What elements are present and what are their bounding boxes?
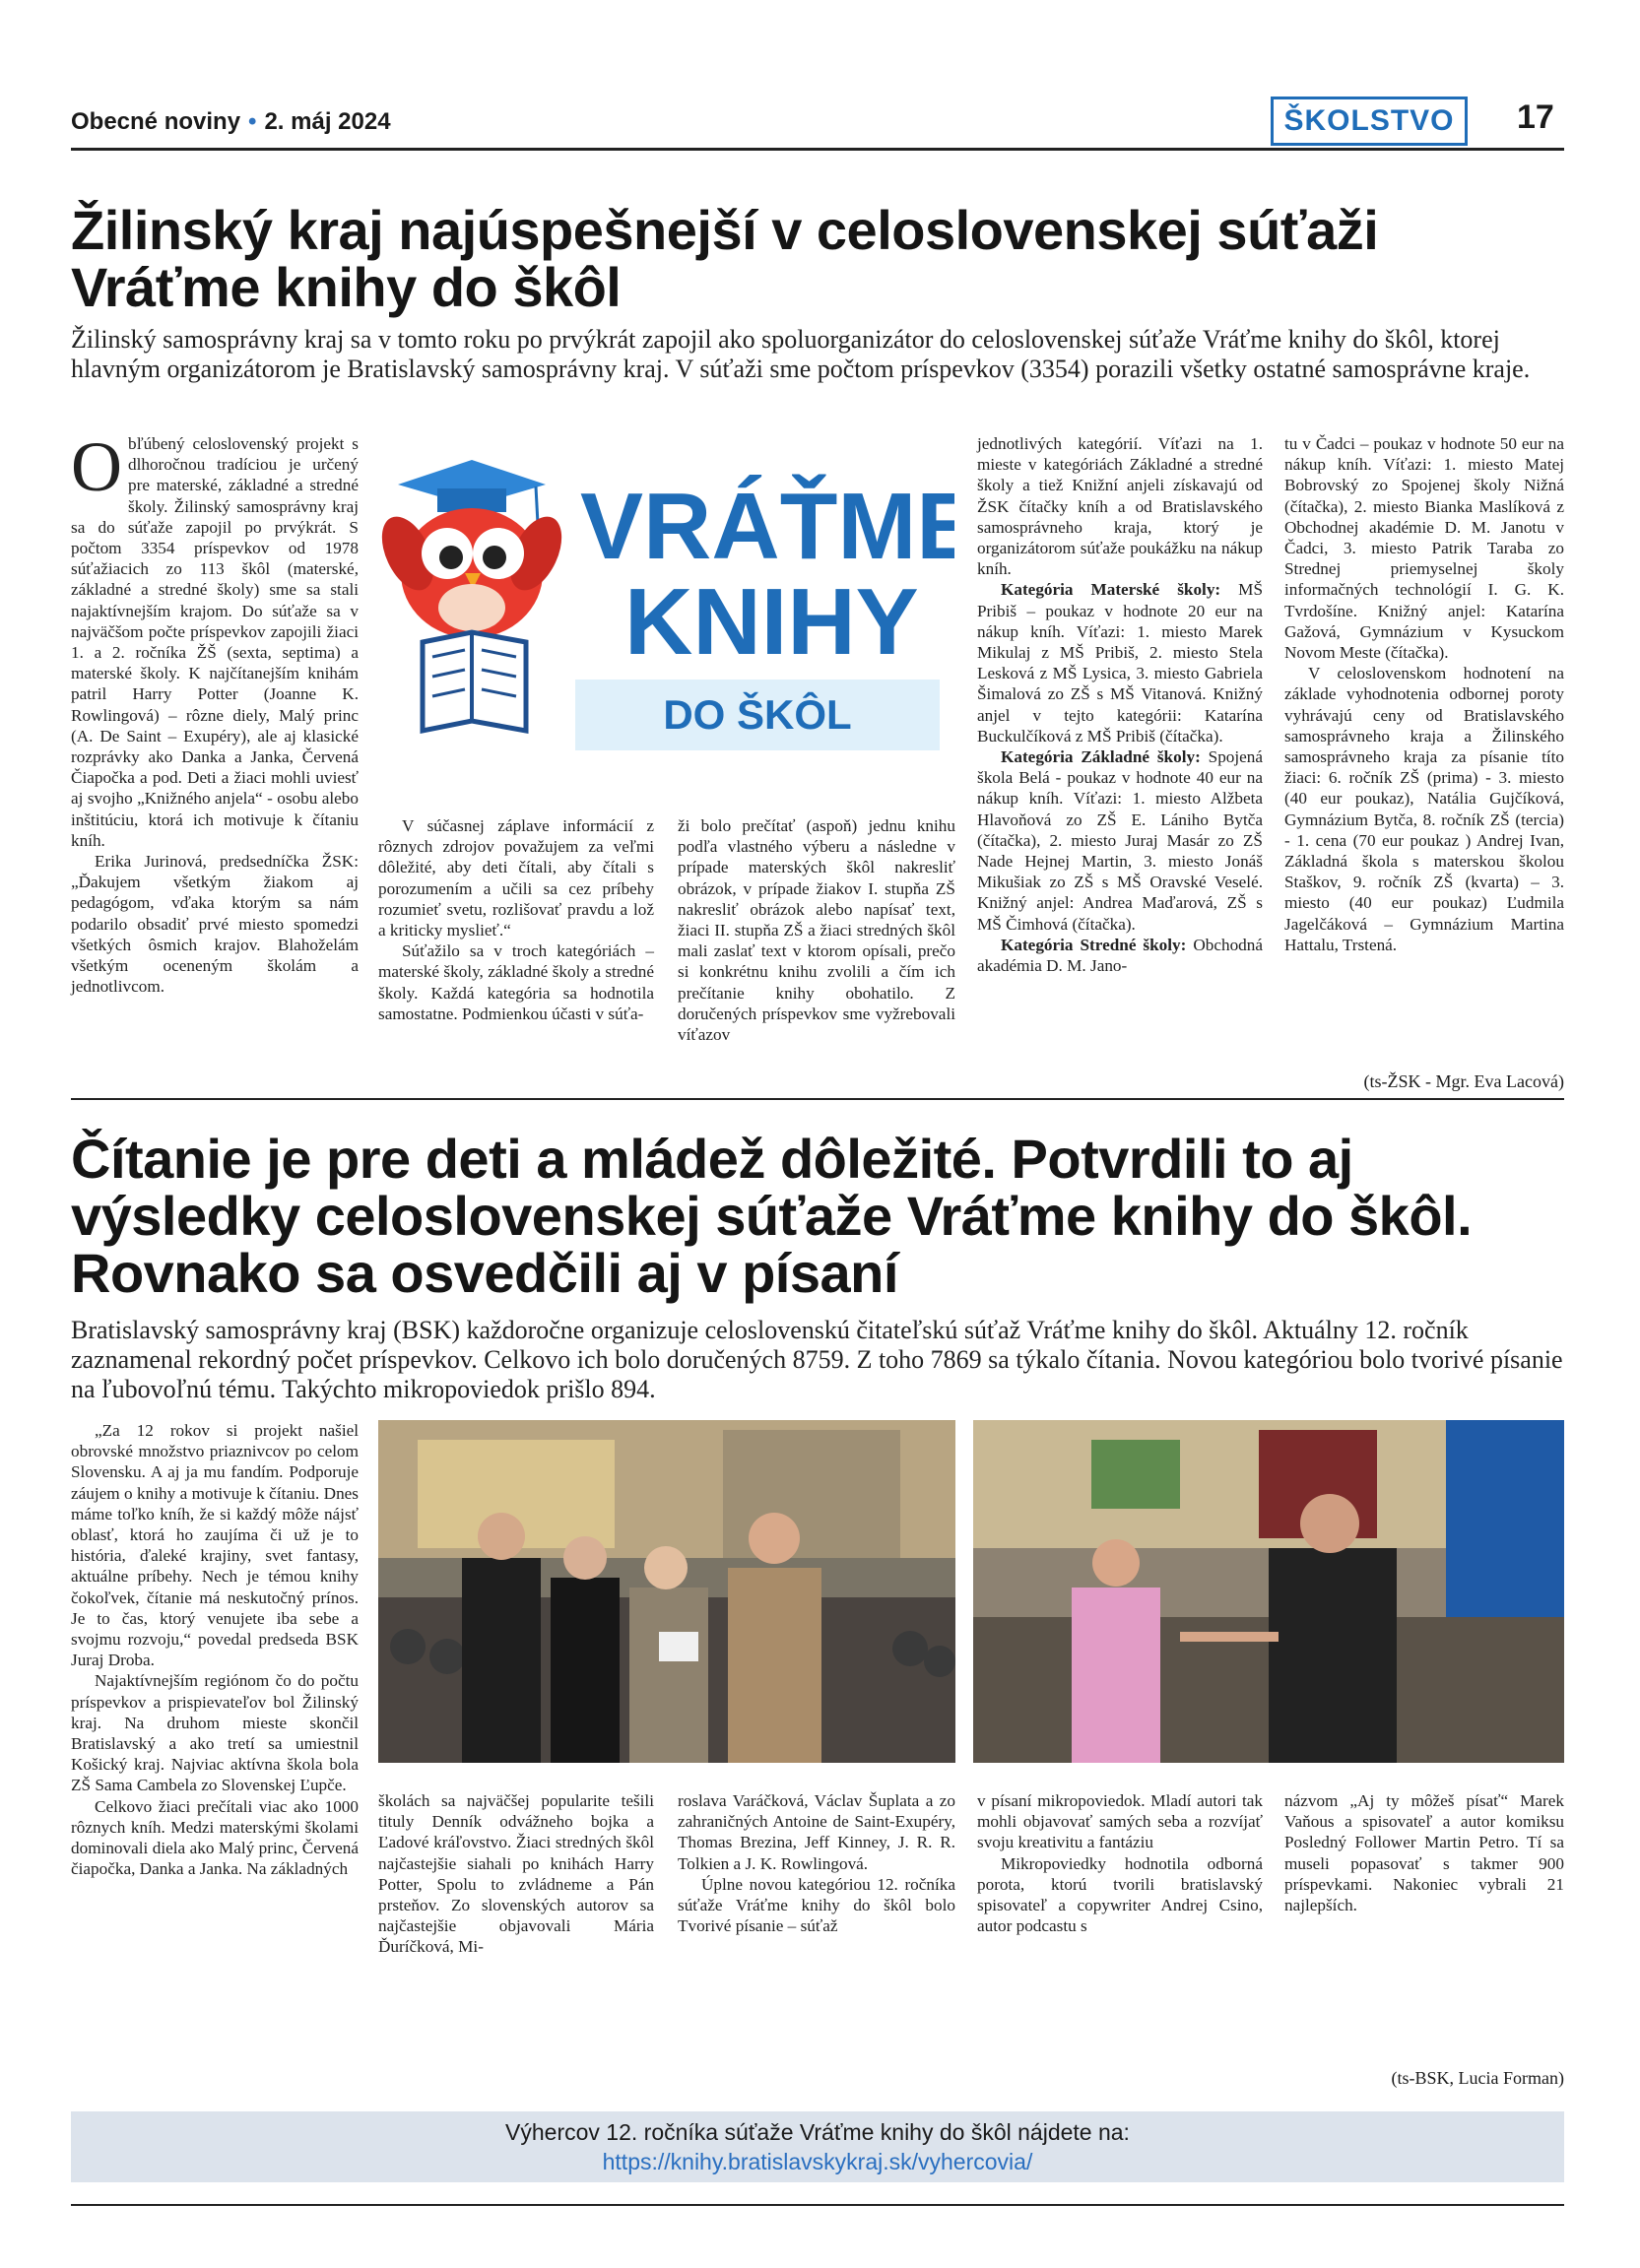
award-ceremony-photo-group (378, 1420, 955, 1763)
article2-column-5 (1284, 1790, 1564, 1915)
drop-cap: O (71, 427, 122, 506)
article1-col4-para3 (977, 746, 1263, 935)
owl-with-book-icon (378, 445, 954, 785)
article2-col4-para1: v písaní mikropoviedok. Mladí autori tak mohli objavovať samých seba a rozvíjať svoju kreativitu a fantáziu (977, 1791, 1263, 1852)
article2-col1-para2: Najaktívnejším regiónom čo do počtu príspevkov a prispievateľov bol Žilinský kraj. Na druhom mieste skončil Bratislavský a ako tretí sa umiestnil Košický kraj. Najviac aktívna škola bola ZŠ Sama Cambela zo Slovenskej Ľupče. (71, 1671, 359, 1795)
page-number: 17 (1517, 98, 1554, 136)
article2-col4-para2: Mikropoviedky hodnotila odborná porota, ktorú tvorili bratislavský spisovateľ a copywriter Andrej Csino, autor podcastu s (977, 1853, 1263, 1936)
article1-col2-para2: Súťažilo sa v troch kategóriách – materské školy, základné školy a stredné školy. Každá kategória sa hodnotila samostatne. Podmienkou účasti v súťa- (378, 941, 654, 1023)
footer-rule (71, 2204, 1564, 2206)
article1-col3-para1: ži bolo prečítať (aspoň) jednu knihu podľa vlastného výberu a následne v prípade materských škôl nakresliť obrázok, v prípade žiakov I. stupňa ZŠ nakresliť obrázok alebo napísať text, žiaci II. stupňa ZŠ a žiaci stredných škôl mali zaslať text v ktorom opísali, prečo si konkrétnu knihu zvolili a čím ich prečítanie knihy obohatilo. Z doručených príspevkov sme vyžrebovali víťazov (678, 816, 955, 1045)
article2-column-4 (977, 1790, 1263, 1936)
article2-col5-para1: názvom „Aj ty môžeš písať“ Marek Vaňous a spisovateľ a autor komiksu Posledný Follower Martin Petro. Tí sa museli popasovať s takmer 900 príspevkami. Nakoniec vybrali 21 najlepších. (1284, 1791, 1564, 1915)
article1-column-1 (71, 427, 359, 997)
article1-headline-line1: Žilinský kraj najúspešnejší v celoslovenskej súťaži (71, 199, 1379, 261)
header-rule (71, 148, 1564, 151)
article2-column-3 (678, 1790, 955, 1936)
award-ceremony-photo-handshake (973, 1420, 1564, 1763)
article1-col4-para4 (977, 935, 1263, 976)
category-label-ss: Kategória Stredné školy: (1001, 935, 1187, 954)
article1-headline (71, 199, 1564, 318)
article1-col4-para1: jednotlivých kategórií. Víťazi na 1. mieste v kategóriách Základné a stredné školy a tiež Knižní anjeli získavajú od ŽSK čítačky kníh a od Bratislavského samosprávneho kraja, ktorý je organizátorom súťaže poukážku na nákup kníh. (977, 434, 1263, 579)
winners-info-text: Výhercov 12. ročníka súťaže Vráťme knihy do škôl nájdete na: (505, 2119, 1130, 2145)
category-label-ms: Kategória Materské školy: (1001, 580, 1221, 600)
article1-col5-para2: V celoslovenskom hodnotení na základe vyhodnotenia odbornej poroty vyhrávajú ceny od Bratislavského samosprávneho kraja a Žilinského samosprávneho kraja za písanie títo žiaci: 6. ročník ZŠ (prima) - 3. miesto (40 eur poukaz), Natália Gujčíková, Gymnázium Bytča, 8. ročník ZŠ (tercia) - 1. cena (70 eur poukaz ) Andrej Ivan, Základná škola s materskou školou Staškov, 9. ročník ZŠ (kvarta) – 3. miesto (40 eur poukaz) Ľudmila Jagelčáková – Gymnázium Martina Hattalu, Trstená. (1284, 664, 1564, 954)
logo-line1: VRÁŤME (580, 474, 954, 579)
article1-lead: Žilinský samosprávny kraj sa v tomto roku po prvýkrát zapojil ako spoluorganizátor do celoslovenskej súťaže Vráťme knihy do škôl, ktorej hlavným organizátorom je Bratislavský samosprávny kraj. V súťaži sme počtom príspevkov (3354) porazili všetky ostatné samosprávne kraje. (71, 325, 1531, 383)
article1-col1-para1-text: bľúbený celoslovenský projekt s dlhoročnou tradíciou je určený pre materské, základné a stredné školy. Žilinský samosprávny kraj sa do súťaže zapojil po prvýkrát. S počtom 3354 príspevkov od 1978 súťažiacich zo 113 škôl (materské, základné a stredné školy) sme sa stali najaktívnejším krajom. Do súťaže sa v najväčšom počte príspevkov zapojili žiaci 1. a 2. ročníka ŽŠ (sexta, septima) a materské školy. K najčítanejším knihám patril Harry Potter (Joanne K. Rowlingová) – rôzne diely, Malý princ (A. De Saint – Exupéry), ale aj klasické rozprávky ako Danka a Janka, Červená Čiapočka a pod. Deti a žiaci mohli uviesť aj svojho „Knižného anjela“ - osobu alebo inštitúciu, ktorá ich motivuje k čítaniu kníh. (71, 434, 359, 850)
article1-headline-line2: Vráťme knihy do škôl (71, 256, 622, 318)
logo-badge: DO ŠKÔL (663, 691, 852, 738)
vratme-knihy-logo (378, 445, 954, 785)
issue-date: 2. máj 2024 (264, 108, 391, 135)
article1-column-2 (378, 815, 654, 1024)
article1-col1-para1 (71, 427, 359, 851)
article1-col5-para1: tu v Čadci – poukaz v hodnote 50 eur na nákup kníh. Víťazi: 1. miesto Matej Bobrovský zo Spojenej školy Nižná (čítačka), 2. miesto Bianka Maslíková z Obchodnej akadémie D. M. Janotu v Čadci, 3. miesto Patrik Taraba zo Strednej priemyselnej školy informačných technológií I. G. K. Tvrdošíne. Knižný anjel: Katarína Gažová, Gymnázium v Kysuckom Novom Meste (čítačka). (1284, 434, 1564, 663)
article1-col4-para2 (977, 579, 1263, 746)
article-divider (71, 1098, 1564, 1100)
article1-column-4 (977, 433, 1263, 976)
article2-credit: (ts-BSK, Lucia Forman) (1391, 2068, 1564, 2088)
publication-name: Obecné noviny (71, 108, 241, 135)
article2-lead: Bratislavský samosprávny kraj (BSK) každoročne organizuje celoslovenskú čitateľskú súťaž Vráťme knihy do škôl. Aktuálny 12. ročník zaznamenal rekordný počet príspevkov. Celkovo ich bolo doručených 8759. Z toho 7869 sa týkalo čítania. Novou kategóriou bolo tvorivé písanie na ľubovoľnú tému. Takýchto mikropoviedok prišlo 894. (71, 1316, 1563, 1403)
article2-headline-line2: výsledky celoslovenskej súťaže Vráťme knihy do škôl. (71, 1185, 1473, 1247)
logo-line2: KNIHY (624, 569, 919, 675)
article2-headline-line1: Čítanie je pre deti a mládež dôležité. Potvrdili to aj (71, 1128, 1353, 1190)
article1-column-3 (678, 815, 955, 1045)
section-label: ŠKOLSTVO (1271, 97, 1468, 146)
article2-column-2 (378, 1790, 654, 1958)
article1-col4-para2-text: MŠ Pribiš – poukaz v hodnote 20 eur na nákup kníh. Víťazi: 1. miesto Marek Mikulaj z MŠ Pribiš, 2. miesto Stela Lesková z MŠ Lysica, 3. miesto Gabriela Šimalová zo ZŠ s MŠ Vitanová. Knižný anjel v tejto kategórii: Katarína Buckulčíková z MŠ Pribiš (čítačka). (977, 580, 1263, 745)
winners-info-box (71, 2111, 1564, 2182)
article2-headline-line3: Rovnako sa osvedčili aj v písaní (71, 1242, 898, 1304)
article2-col1-para1: „Za 12 rokov si projekt našiel obrovské množstvo priaznivcov po celom Slovensku. A aj ja mu fandím. Podporuje záujem o knihy a motivuje k čítaniu. Dnes máme toľko kníh, že si každý môže nájsť oblasť, ktorá ho zaujíma či už je to história, ďaleké krajiny, svet fantasy, aktuálne príbehy. Nech je témou knihy čokoľvek, čítanie má neskutočný prínos. Je to čas, ktorý venujete iba sebe a svojmu rozvoju,“ povedal predseda BSK Juraj Droba. (71, 1421, 359, 1670)
article1-column-5 (1284, 433, 1564, 955)
article2-headline (71, 1128, 1564, 1304)
winners-link[interactable]: https://knihy.bratislavskykraj.sk/vyhercovia/ (602, 2149, 1033, 2174)
article1-credit: (ts-ŽSK - Mgr. Eva Lacová) (1363, 1071, 1564, 1091)
article1-col2-para1: V súčasnej záplave informácií z rôznych zdrojov považujem za veľmi dôležité, aby deti čítali, aby čítali s porozumením a učili sa cez príbehy rozumieť svetu, rozlišovať pravdu a lož a kriticky myslieť.“ (378, 816, 654, 940)
article1-col4-para4-text: Obchodná akadémia D. M. Jano- (977, 935, 1263, 976)
article2-col1-para3: Celkovo žiaci prečítali viac ako 1000 rôznych kníh. Medzi materskými školami dominovali diela ako Malý princ, Červená čiapočka, Danka a Janka. Na základných (71, 1796, 359, 1879)
article1-col4-para3-text: Spojená škola Belá - poukaz v hodnote 40 eur na nákup kníh. Víťazi: 1. miesto Alžbeta Hlavoňová zo ZŠ E. Lániho Bytča (čítačka), 2. miesto Juraj Masár zo ZŠ Nade Hejnej Martin, 3. miesto Jonáš Mikušiak zo ZŠ s MŠ Oravské Veselé. Knižný anjel: Andrea Maďarová, ZŠ s MŠ Čimhová (čítačka). (977, 747, 1264, 934)
article2-col3-para2: Úplne novou kategóriou 12. ročníka súťaže Vráťme knihy do škôl bolo Tvorivé písanie – súťaž (678, 1874, 955, 1936)
article2-column-1 (71, 1420, 359, 1879)
article1-col1-para2: Erika Jurinová, predsedníčka ŽSK: „Ďakujem všetkým žiakom aj pedagógom, vďaka ktorým sa nám podarilo obsadiť prvé miesto spomedzi všetkých ôsmich krajov. Blahoželám všetkým oceneným školám a jednotlivcom. (71, 852, 359, 997)
category-label-zs: Kategória Základné školy: (1001, 747, 1201, 767)
article2-col2-para1: školách sa najväčšej popularite tešili tituly Denník odvážneho bojka a Ľadové kráľovstvo. Žiaci stredných škôl najčastejšie siahali po knihách Harry Potter, Spolu to zvládneme a Pán prsteňov. Zo slovenských autorov sa najčastejšie objavovali Mária Ďuríčková, Mi- (378, 1791, 654, 1957)
separator-dot: • (248, 108, 257, 135)
masthead (71, 108, 391, 136)
article2-col3-para1: roslava Varáčková, Václav Šuplata a zo zahraničných Antoine de Saint-Exupéry, Thomas Brezina, Jeff Kinney, J. R. R. Tolkien a J. K. Rowlingová. (678, 1791, 955, 1873)
